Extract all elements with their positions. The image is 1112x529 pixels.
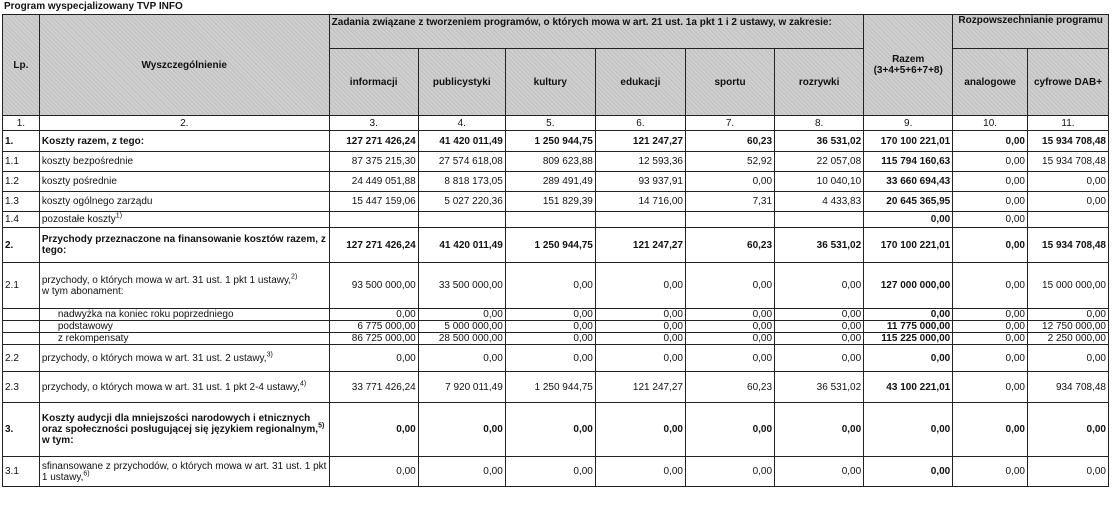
value-cell bbox=[1028, 212, 1109, 228]
value-cell: 0,00 bbox=[685, 263, 774, 309]
column-number: 6. bbox=[595, 116, 685, 131]
table-row bbox=[3, 172, 1109, 192]
value-cell: 0,00 bbox=[864, 403, 953, 457]
footnote-ref: 3) bbox=[266, 351, 273, 359]
column-number: 7. bbox=[685, 116, 774, 131]
value-cell: 0,00 bbox=[953, 345, 1028, 372]
value-cell: 0,00 bbox=[953, 192, 1028, 212]
column-number: 9. bbox=[864, 116, 953, 131]
value-cell: 0,00 bbox=[1028, 309, 1109, 321]
value-cell: 12 593,36 bbox=[595, 152, 685, 172]
value-cell: 28 500 000,00 bbox=[418, 333, 505, 345]
row-label bbox=[39, 333, 329, 345]
row-label-text: Koszty audycji dla mniejszości narodowych i etnicznych oraz społeczności posługującej się językiem regionalnym, bbox=[41, 413, 319, 435]
row-label-text: Przychody przeznaczone na finansowanie kosztów razem, z tego: bbox=[41, 234, 326, 256]
value-cell: 0,00 bbox=[1028, 192, 1109, 212]
table-row bbox=[3, 403, 1109, 457]
column-number: 3. bbox=[329, 116, 418, 131]
value-cell bbox=[329, 212, 418, 228]
value-cell: 0,00 bbox=[505, 457, 595, 487]
header-rozpowszechnianie: Rozpowszechnianie programu bbox=[953, 15, 1109, 49]
row-label bbox=[39, 263, 329, 309]
row-label-text: Koszty razem, z tego: bbox=[41, 135, 145, 147]
value-cell: 0,00 bbox=[1028, 345, 1109, 372]
value-cell: 93 500 000,00 bbox=[329, 263, 418, 309]
row-label bbox=[39, 152, 329, 172]
value-cell: 33 500 000,00 bbox=[418, 263, 505, 309]
value-cell: 0,00 bbox=[953, 152, 1028, 172]
value-cell: 934 708,48 bbox=[1028, 372, 1109, 403]
value-cell: 0,00 bbox=[505, 345, 595, 372]
value-cell: 121 247,27 bbox=[595, 228, 685, 263]
value-cell: 121 247,27 bbox=[595, 372, 685, 403]
value-cell: 170 100 221,01 bbox=[864, 131, 953, 152]
value-cell: 0,00 bbox=[864, 345, 953, 372]
footnote-ref: 5) bbox=[318, 422, 325, 430]
column-number: 11. bbox=[1028, 116, 1109, 131]
row-lp: 1. bbox=[3, 131, 40, 152]
value-cell: 0,00 bbox=[329, 457, 418, 487]
value-cell: 0,00 bbox=[953, 309, 1028, 321]
value-cell: 0,00 bbox=[953, 321, 1028, 333]
header-rozrywki: rozrywki bbox=[775, 49, 864, 116]
value-cell: 0,00 bbox=[595, 333, 685, 345]
table-row bbox=[3, 457, 1109, 487]
value-cell: 0,00 bbox=[1028, 403, 1109, 457]
value-cell: 0,00 bbox=[953, 212, 1028, 228]
row-label bbox=[39, 212, 329, 228]
value-cell: 15 000 000,00 bbox=[1028, 263, 1109, 309]
value-cell: 15 934 708,48 bbox=[1028, 228, 1109, 263]
table-row bbox=[3, 345, 1109, 372]
value-cell: 0,00 bbox=[685, 457, 774, 487]
value-cell: 127 000 000,00 bbox=[864, 263, 953, 309]
value-cell: 0,00 bbox=[775, 403, 864, 457]
value-cell: 0,00 bbox=[953, 228, 1028, 263]
value-cell: 0,00 bbox=[775, 321, 864, 333]
row-lp: 2.3 bbox=[3, 372, 40, 403]
value-cell: 36 531,02 bbox=[775, 372, 864, 403]
header-razem: Razem (3+4+5+6+7+8) bbox=[864, 15, 953, 116]
value-cell: 127 271 426,24 bbox=[329, 228, 418, 263]
value-cell bbox=[505, 212, 595, 228]
cost-table bbox=[2, 14, 1109, 487]
header-cyfrowe: cyfrowe DAB+ bbox=[1028, 49, 1109, 116]
value-cell: 93 937,91 bbox=[595, 172, 685, 192]
row-lp: 1.1 bbox=[3, 152, 40, 172]
value-cell: 0,00 bbox=[685, 403, 774, 457]
value-cell: 0,00 bbox=[953, 172, 1028, 192]
value-cell: 86 725 000,00 bbox=[329, 333, 418, 345]
value-cell: 121 247,27 bbox=[595, 131, 685, 152]
value-cell: 4 433,83 bbox=[775, 192, 864, 212]
table-row bbox=[3, 309, 1109, 321]
footnote-ref: 4) bbox=[299, 380, 307, 388]
value-cell: 1 250 944,75 bbox=[505, 372, 595, 403]
row-label-text: koszty ogólnego zarządu bbox=[41, 196, 153, 207]
row-label bbox=[39, 309, 329, 321]
value-cell: 24 449 051,88 bbox=[329, 172, 418, 192]
value-cell: 33 660 694,43 bbox=[864, 172, 953, 192]
header-kultury: kultury bbox=[505, 49, 595, 116]
value-cell: 14 716,00 bbox=[595, 192, 685, 212]
table-row bbox=[3, 372, 1109, 403]
row-lp: 2.2 bbox=[3, 345, 40, 372]
value-cell: 36 531,02 bbox=[775, 228, 864, 263]
value-cell: 0,00 bbox=[685, 321, 774, 333]
footnote-ref: 1) bbox=[115, 212, 123, 220]
column-number: 1. bbox=[3, 116, 40, 131]
value-cell: 0,00 bbox=[953, 333, 1028, 345]
row-lp bbox=[3, 309, 40, 321]
row-label bbox=[39, 321, 329, 333]
value-cell: 43 100 221,01 bbox=[864, 372, 953, 403]
value-cell: 151 829,39 bbox=[505, 192, 595, 212]
value-cell: 11 775 000,00 bbox=[864, 321, 953, 333]
row-lp: 3. bbox=[3, 403, 40, 457]
value-cell: 5 027 220,36 bbox=[418, 192, 505, 212]
value-cell: 0,00 bbox=[505, 309, 595, 321]
column-number: 4. bbox=[418, 116, 505, 131]
header-lp: Lp. bbox=[3, 15, 40, 116]
row-lp: 2.1 bbox=[3, 263, 40, 309]
value-cell: 0,00 bbox=[329, 345, 418, 372]
value-cell: 0,00 bbox=[685, 333, 774, 345]
value-cell: 0,00 bbox=[418, 403, 505, 457]
value-cell: 33 771 426,24 bbox=[329, 372, 418, 403]
value-cell: 8 818 173,05 bbox=[418, 172, 505, 192]
row-label-text: przychody, o których mowa w art. 31 ust. 2 ustawy, bbox=[41, 352, 267, 364]
value-cell: 0,00 bbox=[685, 345, 774, 372]
column-number: 10. bbox=[953, 116, 1028, 131]
row-label bbox=[39, 403, 329, 457]
value-cell: 0,00 bbox=[864, 212, 953, 228]
value-cell: 0,00 bbox=[685, 172, 774, 192]
value-cell: 0,00 bbox=[953, 131, 1028, 152]
row-label-sub: w tym: bbox=[41, 435, 74, 446]
value-cell: 0,00 bbox=[595, 457, 685, 487]
value-cell: 809 623,88 bbox=[505, 152, 595, 172]
header-wyszczegolnienie: Wyszczególnienie bbox=[39, 15, 329, 116]
value-cell: 127 271 426,24 bbox=[329, 131, 418, 152]
value-cell: 170 100 221,01 bbox=[864, 228, 953, 263]
value-cell bbox=[418, 212, 505, 228]
value-cell: 0,00 bbox=[595, 345, 685, 372]
header-sportu: sportu bbox=[685, 49, 774, 116]
value-cell bbox=[595, 212, 685, 228]
value-cell: 5 000 000,00 bbox=[418, 321, 505, 333]
value-cell: 0,00 bbox=[1028, 172, 1109, 192]
value-cell: 115 794 160,63 bbox=[864, 152, 953, 172]
row-lp bbox=[3, 333, 40, 345]
row-label-text: nadwyżka na koniec roku poprzedniego bbox=[57, 309, 234, 320]
row-lp: 2. bbox=[3, 228, 40, 263]
row-label bbox=[39, 192, 329, 212]
value-cell: 15 934 708,48 bbox=[1028, 152, 1109, 172]
value-cell: 289 491,49 bbox=[505, 172, 595, 192]
row-label-text: przychody, o których mowa w art. 31 ust. 1 pkt 1 ustawy, bbox=[41, 274, 292, 286]
value-cell: 0,00 bbox=[953, 263, 1028, 309]
table-row bbox=[3, 263, 1109, 309]
value-cell: 6 775 000,00 bbox=[329, 321, 418, 333]
value-cell: 0,00 bbox=[418, 457, 505, 487]
row-lp: 1.3 bbox=[3, 192, 40, 212]
value-cell: 60,23 bbox=[685, 228, 774, 263]
row-label bbox=[39, 372, 329, 403]
value-cell: 0,00 bbox=[775, 345, 864, 372]
value-cell: 15 934 708,48 bbox=[1028, 131, 1109, 152]
value-cell: 0,00 bbox=[953, 372, 1028, 403]
value-cell: 0,00 bbox=[864, 457, 953, 487]
header-zadania: Zadania związane z tworzeniem programów, o których mowa w art. 21 ust. 1a pkt 1 i 2 ustawy, w zakresie: bbox=[329, 15, 864, 49]
row-label-sub: w tym abonament: bbox=[41, 285, 124, 297]
table-row bbox=[3, 321, 1109, 333]
value-cell: 87 375 215,30 bbox=[329, 152, 418, 172]
value-cell: 12 750 000,00 bbox=[1028, 321, 1109, 333]
page-title: Program wyspecjalizowany TVP INFO bbox=[4, 1, 183, 12]
value-cell: 0,00 bbox=[775, 263, 864, 309]
table-row bbox=[3, 212, 1109, 228]
value-cell: 1 250 944,75 bbox=[505, 228, 595, 263]
row-label bbox=[39, 457, 329, 487]
row-label-text: sfinansowane z przychodów, o których mowa w art. 31 ust. 1 pkt 1 ustawy, bbox=[41, 460, 327, 483]
value-cell: 0,00 bbox=[775, 333, 864, 345]
table-row bbox=[3, 228, 1109, 263]
row-label-text: koszty bezpośrednie bbox=[41, 156, 134, 167]
column-number: 8. bbox=[775, 116, 864, 131]
value-cell: 0,00 bbox=[595, 309, 685, 321]
row-label bbox=[39, 131, 329, 152]
value-cell: 0,00 bbox=[953, 403, 1028, 457]
value-cell: 0,00 bbox=[505, 403, 595, 457]
value-cell: 0,00 bbox=[685, 309, 774, 321]
header-edukacji: edukacji bbox=[595, 49, 685, 116]
footnote-ref: 2) bbox=[291, 273, 298, 281]
value-cell: 2 250 000,00 bbox=[1028, 333, 1109, 345]
value-cell: 0,00 bbox=[505, 333, 595, 345]
value-cell: 22 057,08 bbox=[775, 152, 864, 172]
value-cell: 7 920 011,49 bbox=[418, 372, 505, 403]
value-cell: 7,31 bbox=[685, 192, 774, 212]
row-lp: 3.1 bbox=[3, 457, 40, 487]
value-cell: 115 225 000,00 bbox=[864, 333, 953, 345]
value-cell: 0,00 bbox=[864, 309, 953, 321]
value-cell: 0,00 bbox=[418, 345, 505, 372]
row-label-text: przychody, o których mowa w art. 31 ust. 1 pkt 2-4 ustawy, bbox=[41, 381, 300, 393]
table-row bbox=[3, 192, 1109, 212]
row-lp: 1.2 bbox=[3, 172, 40, 192]
value-cell: 0,00 bbox=[505, 263, 595, 309]
row-lp bbox=[3, 321, 40, 333]
row-label-text: podstawowy bbox=[57, 321, 113, 332]
value-cell: 20 645 365,95 bbox=[864, 192, 953, 212]
row-label-text: pozostałe koszty bbox=[41, 214, 116, 225]
table-row bbox=[3, 333, 1109, 345]
value-cell: 0,00 bbox=[595, 321, 685, 333]
value-cell: 0,00 bbox=[329, 309, 418, 321]
value-cell: 1 250 944,75 bbox=[505, 131, 595, 152]
row-label bbox=[39, 345, 329, 372]
value-cell: 0,00 bbox=[953, 457, 1028, 487]
value-cell: 10 040,10 bbox=[775, 172, 864, 192]
row-label-text: koszty pośrednie bbox=[41, 176, 117, 187]
header-publicystyki: publicystyki bbox=[418, 49, 505, 116]
table-row bbox=[3, 131, 1109, 152]
value-cell bbox=[685, 212, 774, 228]
column-number: 5. bbox=[505, 116, 595, 131]
column-number: 2. bbox=[39, 116, 329, 131]
table-row bbox=[3, 152, 1109, 172]
value-cell: 0,00 bbox=[595, 403, 685, 457]
row-lp: 1.4 bbox=[3, 212, 40, 228]
value-cell: 0,00 bbox=[505, 321, 595, 333]
value-cell: 0,00 bbox=[418, 309, 505, 321]
value-cell: 0,00 bbox=[329, 403, 418, 457]
row-label-text: z rekompensaty bbox=[57, 333, 129, 344]
value-cell: 15 447 159,06 bbox=[329, 192, 418, 212]
value-cell: 36 531,02 bbox=[775, 131, 864, 152]
column-number-row bbox=[3, 116, 1109, 131]
value-cell: 41 420 011,49 bbox=[418, 131, 505, 152]
footnote-ref: 6) bbox=[83, 470, 90, 478]
value-cell: 0,00 bbox=[775, 309, 864, 321]
header-informacji: informacji bbox=[329, 49, 418, 116]
value-cell: 52,92 bbox=[685, 152, 774, 172]
value-cell: 27 574 618,08 bbox=[418, 152, 505, 172]
header-analogowe: analogowe bbox=[953, 49, 1028, 116]
value-cell: 0,00 bbox=[1028, 457, 1109, 487]
row-label bbox=[39, 172, 329, 192]
value-cell: 41 420 011,49 bbox=[418, 228, 505, 263]
value-cell: 60,23 bbox=[685, 372, 774, 403]
value-cell: 0,00 bbox=[775, 457, 864, 487]
row-label bbox=[39, 228, 329, 263]
value-cell bbox=[775, 212, 864, 228]
value-cell: 60,23 bbox=[685, 131, 774, 152]
value-cell: 0,00 bbox=[595, 263, 685, 309]
